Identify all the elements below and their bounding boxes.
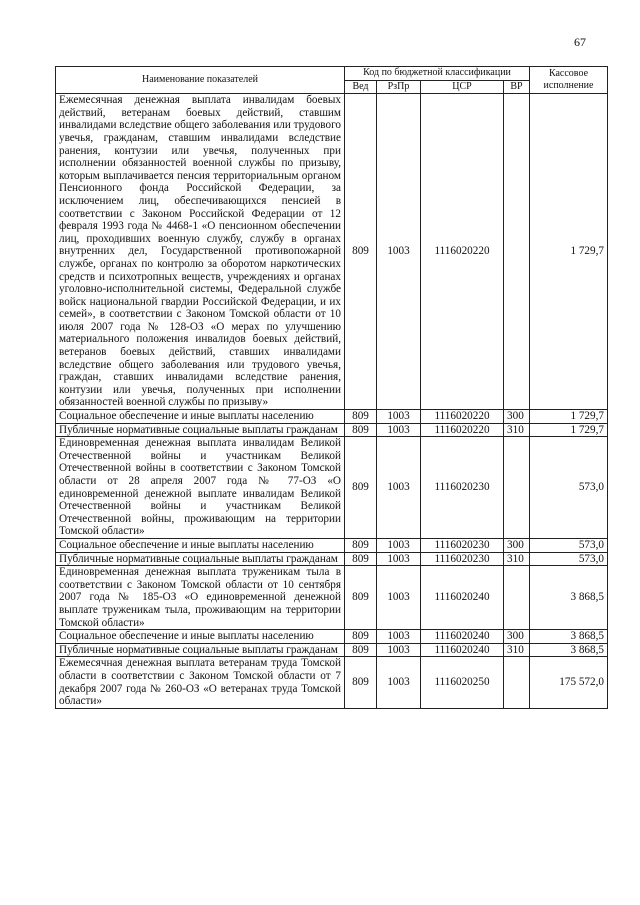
row-vr: 300 (504, 630, 530, 644)
row-vr (504, 566, 530, 630)
row-amount: 3 868,5 (530, 630, 608, 644)
row-csr: 1116020240 (421, 630, 504, 644)
row-ved: 809 (345, 630, 377, 644)
row-ved: 809 (345, 538, 377, 552)
row-rzpr: 1003 (377, 423, 421, 437)
row-ved: 809 (345, 643, 377, 657)
row-csr: 1116020240 (421, 566, 504, 630)
row-amount: 1 729,7 (530, 94, 608, 410)
row-csr: 1116020230 (421, 552, 504, 566)
row-amount: 573,0 (530, 437, 608, 539)
row-ved: 809 (345, 94, 377, 410)
row-ved: 809 (345, 552, 377, 566)
table-row (56, 423, 608, 437)
header-ved: Вед (345, 80, 377, 94)
row-name: Публичные нормативные социальные выплаты гражданам (56, 552, 345, 566)
row-name: Социальное обеспечение и иные выплаты населению (56, 630, 345, 644)
row-name: Публичные нормативные социальные выплаты гражданам (56, 643, 345, 657)
table-row (56, 410, 608, 424)
row-csr: 1116020230 (421, 538, 504, 552)
table-row (56, 630, 608, 644)
row-vr (504, 437, 530, 539)
row-name: Единовременная денежная выплата труженикам тыла в соответствии с Законом Томской области от 10 сентября 2007 года № 185-ОЗ «О единовременной денежной выплате труженикам тыла, проживающим на территории Томской области» (56, 566, 345, 630)
budget-table (55, 66, 608, 709)
row-vr (504, 657, 530, 708)
table-row (56, 538, 608, 552)
row-amount: 1 729,7 (530, 423, 608, 437)
row-rzpr: 1003 (377, 566, 421, 630)
row-name: Публичные нормативные социальные выплаты гражданам (56, 423, 345, 437)
header-amount: Кассовое исполнение (530, 67, 608, 94)
row-rzpr: 1003 (377, 437, 421, 539)
table-row (56, 643, 608, 657)
row-rzpr: 1003 (377, 643, 421, 657)
row-csr: 1116020230 (421, 437, 504, 539)
row-vr: 310 (504, 552, 530, 566)
row-ved: 809 (345, 566, 377, 630)
row-ved: 809 (345, 657, 377, 708)
row-rzpr: 1003 (377, 552, 421, 566)
row-amount: 1 729,7 (530, 410, 608, 424)
row-vr: 310 (504, 643, 530, 657)
row-csr: 1116020220 (421, 94, 504, 410)
row-csr: 1116020250 (421, 657, 504, 708)
row-vr: 300 (504, 410, 530, 424)
row-amount: 573,0 (530, 538, 608, 552)
row-rzpr: 1003 (377, 630, 421, 644)
header-vr: ВР (504, 80, 530, 94)
row-vr: 310 (504, 423, 530, 437)
header-code-group: Код по бюджетной классификации (345, 67, 530, 81)
table-row (56, 437, 608, 539)
row-ved: 809 (345, 423, 377, 437)
row-amount: 3 868,5 (530, 566, 608, 630)
row-rzpr: 1003 (377, 538, 421, 552)
row-ved: 809 (345, 437, 377, 539)
row-amount: 3 868,5 (530, 643, 608, 657)
table-row (56, 657, 608, 708)
row-csr: 1116020240 (421, 643, 504, 657)
table-row (56, 552, 608, 566)
row-name: Ежемесячная денежная выплата ветеранам труда Томской области в соответствии с Законом Томской области от 7 декабря 2007 года № 260-ОЗ «О ветеранах труда Томской области» (56, 657, 345, 708)
row-rzpr: 1003 (377, 410, 421, 424)
header-csr: ЦСР (421, 80, 504, 94)
header-name: Наименование показателей (56, 67, 345, 94)
row-rzpr: 1003 (377, 657, 421, 708)
row-amount: 175 572,0 (530, 657, 608, 708)
row-rzpr: 1003 (377, 94, 421, 410)
row-vr (504, 94, 530, 410)
row-name: Единовременная денежная выплата инвалидам Великой Отечественной войны и участникам Великой Отечественной войны в соответствии с Законом Томской области от 28 апреля 2007 года № 77-ОЗ «О единовременной денежной выплате инвалидам Великой Отечественной войны и участникам Великой Отечественной войны, проживающим на территории Томской области» (56, 437, 345, 539)
page-number: 67 (574, 35, 586, 49)
row-name: Ежемесячная денежная выплата инвалидам боевых действий, ветеранам боевых действий, ставшим инвалидами вследствие общего заболевания или трудового увечья, гражданам, ставшим инвалидами вследствие ранения, контузии или увечья, полученных при исполнении обязанностей военной службы по призыву, которым выплачивается пенсия территориальным органом Пенсионного фонда Российской Федерации, за исключением лиц, обеспечивающихся пенсией в соответствии с Законом Российской Федерации от 12 февраля 1993 года № 4468-1 «О пенсионном обеспечении лиц, проходивших военную службу, службу в органах внутренних дел, Государственной противопожарной службе, органах по контролю за оборотом наркотических средств и психотропных веществ, учреждениях и органах уголовно-исполнительной системы, Федеральной службе войск национальной гвардии Российской Федерации, и их семей», в соответствии с Законом Томской области от 10 июля 2007 года № 128-ОЗ «О мерах по улучшению материального положения инвалидов боевых действий, ветеранов боевых действий, ставших инвалидами вследствие общего заболевания или трудового увечья, граждан, ставших инвалидами вследствие ранения, контузии или увечья, полученных при исполнении обязанностей военной службы по призыву» (56, 94, 345, 410)
row-amount: 573,0 (530, 552, 608, 566)
row-ved: 809 (345, 410, 377, 424)
row-name: Социальное обеспечение и иные выплаты населению (56, 410, 345, 424)
table-row (56, 94, 608, 410)
row-name: Социальное обеспечение и иные выплаты населению (56, 538, 345, 552)
header-rzpr: РзПр (377, 80, 421, 94)
row-csr: 1116020220 (421, 410, 504, 424)
row-vr: 300 (504, 538, 530, 552)
table-row (56, 566, 608, 630)
row-csr: 1116020220 (421, 423, 504, 437)
